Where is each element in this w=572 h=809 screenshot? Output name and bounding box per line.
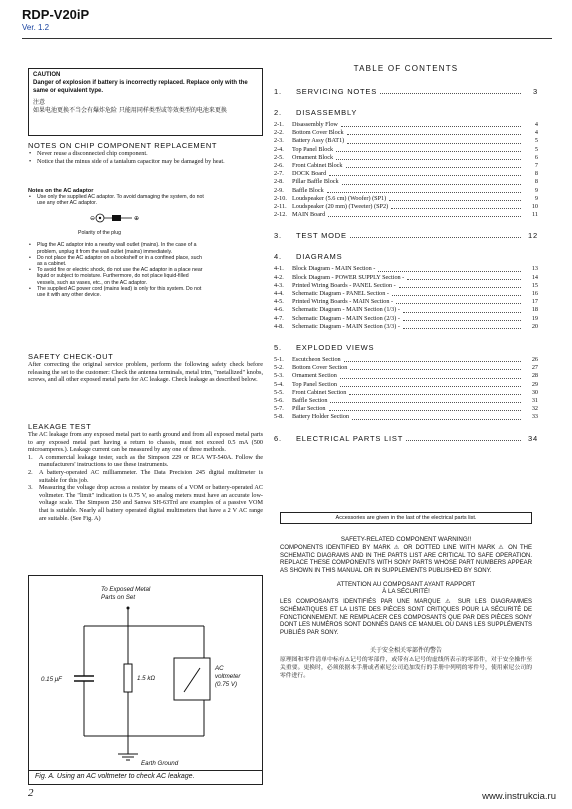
toc-entry xyxy=(274,397,538,405)
toc-entry-page: 26 xyxy=(531,356,538,364)
list-item: • To avoid fire or electric shock, do not use the AC adaptor in a place near liquid or subject to moisture. Furthermore, do not place liquid-filled vessels, such as vases, etc., on the AC adaptor. xyxy=(28,267,208,286)
toc-entry-title: Bottom Cover Section xyxy=(292,364,348,372)
list-item: • Do not place the AC adaptor on a bookshelf or in a confined place, such as a cabinet. xyxy=(28,255,208,267)
safety-text-fr: LES COMPOSANTS IDENTIFIÉS PAR UNE MARQUE ⚠ SUR LES DIAGRAMMES SCHÉMATIQUES ET LA LISTE DES PIÈCES SONT CRITIQUES POUR LA SÉCURITÉ DE FONCTIONNEMENT. NE REMPLACER CES COMPOSANTS QUE PAR DES PIÈCES SONY DONT LES NUMÉROS SONT DONNÉS DANS CE MANUEL OU DANS LES SUPPLÉMENTS PUBLIÉS PAR SONY. xyxy=(280,599,532,636)
toc-entry-number: 5-2. xyxy=(274,364,284,372)
list-item: • The supplied AC power cord (mains lead) is only for this system. Do not use it with any other device. xyxy=(28,286,208,298)
watermark: www.instrukcia.ru xyxy=(482,791,556,802)
toc-section-title: SERVICING NOTES xyxy=(296,87,378,96)
toc-entry-number: 5-8. xyxy=(274,413,284,421)
toc-entry-page: 4 xyxy=(534,129,538,137)
toc-title: TABLE OF CONTENTS xyxy=(353,64,459,73)
toc-entry xyxy=(274,170,538,178)
toc-entry xyxy=(274,405,538,413)
fig-meter-label-2: voltmeter xyxy=(215,673,241,680)
list-item: • Notice that the minus side of a tantalum capacitor may be damaged by heat. xyxy=(28,158,263,166)
toc-entry-page: 29 xyxy=(531,380,538,388)
toc-entry xyxy=(274,203,538,211)
toc-entry-number: 5-7. xyxy=(274,405,284,413)
toc-entry-number: 2-12. xyxy=(274,211,287,219)
page-number: 2 xyxy=(28,787,34,799)
toc-entry-title: Baffle Block xyxy=(292,186,324,194)
toc-entry xyxy=(274,187,538,195)
safety-checkout-title: SAFETY CHECK-OUT xyxy=(28,352,114,361)
svg-text:⊕: ⊕ xyxy=(134,215,140,223)
toc-entry-title: Schematic Diagram - MAIN Section (3/3) - xyxy=(292,322,400,330)
figure-a-leakage-circuit xyxy=(28,575,263,785)
leakage-test-title: LEAKAGE TEST xyxy=(28,422,92,431)
toc-entry-title: Disassembly Flow xyxy=(292,121,338,128)
toc-section xyxy=(274,343,538,352)
toc-entry-number: 2-9. xyxy=(274,186,284,194)
toc-entry-page: 28 xyxy=(531,372,538,380)
toc-section-title: EXPLODED VIEWS xyxy=(296,343,375,353)
safety-checkout-section xyxy=(28,352,263,384)
toc-entry-title: Top Panel Section xyxy=(292,380,337,388)
safety-text-zh: 原理图和零件清单中标有⚠记号的零部件，或带有⚠记号的虚线所表示的零部件，对于安全操作至关重要。更换时，必须依据本手册或者索尼公司追加发行的手册中列明的零件号，使用索尼公司的零件进行。 xyxy=(280,657,532,680)
toc-section xyxy=(274,87,538,96)
adaptor-notes-title: Notes on the AC adaptor xyxy=(28,188,94,194)
fig-meter-label-1: AC xyxy=(215,665,224,672)
toc-entry-title: Battery Holder Section xyxy=(292,413,350,421)
toc-entry-page: 5 xyxy=(534,137,538,145)
toc-section-number: 5. xyxy=(274,343,282,353)
toc-entry-title: Loudspeaker (20 mm) (Tweeter) (SP2) xyxy=(292,203,389,211)
toc-entry-title: DOCK Board xyxy=(292,170,327,178)
caution-title: CAUTION xyxy=(33,72,61,78)
safety-title-zh: 关于安全相关零部件的警告 xyxy=(369,647,442,655)
item-number: 1. xyxy=(28,453,33,461)
toc-section-number: 2. xyxy=(274,108,282,117)
leakage-test-text: The AC leakage from any exposed metal part to earth ground and from all exposed metal parts to any exposed metal part having a return to chassis, must not exceed 0.5 mA (500 microamperes.). Leakage current can be measured by any one of three methods. xyxy=(28,431,263,454)
toc-entry-number: 5-6. xyxy=(274,397,284,405)
toc-entry-number: 2-10. xyxy=(274,194,287,202)
toc-entry xyxy=(274,315,538,323)
toc-entry-number: 4-5. xyxy=(274,298,284,306)
plug-caption: Polarity of the plug xyxy=(78,230,121,237)
toc-section-page: 12 xyxy=(528,231,538,241)
toc-entry xyxy=(274,282,538,290)
toc-entry-number: 5-5. xyxy=(274,388,284,396)
table-of-contents xyxy=(274,64,538,443)
toc-entry-title: Escutcheon Section xyxy=(292,356,341,364)
toc-entry-page: 13 xyxy=(531,265,538,273)
toc-entry-title: Battery Assy (BAT1) xyxy=(292,137,345,145)
safety-title-fr-1: ATTENTION AU COMPOSANT AYANT RAPPORT xyxy=(336,581,476,589)
caution-text-en: Danger of explosion if battery is incorrectly replaced. Replace only with the same or equivalent type. xyxy=(33,80,248,94)
toc-entry xyxy=(274,137,538,145)
fig-ground-label: Earth Ground xyxy=(141,760,179,767)
toc-entry-number: 2-6. xyxy=(274,162,284,170)
toc-entry-title: Block Diagram - MAIN Section - xyxy=(292,265,376,273)
toc-entry xyxy=(274,211,538,219)
toc-entry-page: 8 xyxy=(534,178,538,186)
toc-section xyxy=(274,231,538,240)
chip-notes-section xyxy=(28,141,263,165)
toc-entry-page: 16 xyxy=(531,290,538,298)
toc-entry-page: 18 xyxy=(531,306,538,314)
version-label: Ver. 1.2 xyxy=(22,23,50,32)
toc-entry-title: Schematic Diagram - PANEL Section - xyxy=(292,290,389,298)
toc-entry-number: 4-1. xyxy=(274,265,284,273)
adaptor-notes-section xyxy=(28,188,208,298)
toc-entry-page: 19 xyxy=(531,314,538,322)
fig-top-label-1: To Exposed Metal xyxy=(101,586,151,593)
toc-entry-title: Front Cabinet Section xyxy=(292,388,347,396)
toc-entry xyxy=(274,364,538,372)
model-name: RDP-V20iP xyxy=(22,7,90,22)
toc-section-number: 3. xyxy=(274,231,282,241)
toc-entry xyxy=(274,121,538,129)
toc-section xyxy=(274,434,538,443)
item-text: Measuring the voltage drop across a resistor by means of a VOM or battery-operated AC voltmeter. The "limit" indication is 0.75 V, so analog meters must have an accurate low-voltage scale. The Simpson 250 and Sanwa SH-63Trd are examples of a passive VOM that is suitable. Nearly all battery operated digital multimeters that have a 2 V AC range are suitable. (See Fig. A) xyxy=(39,484,263,522)
toc-entry-page: 10 xyxy=(531,203,538,211)
toc-entry xyxy=(274,195,538,203)
toc-entry-number: 5-3. xyxy=(274,372,284,380)
toc-section-title: DISASSEMBLY xyxy=(296,108,358,117)
toc-entry-number: 4-8. xyxy=(274,322,284,330)
toc-entry-page: 14 xyxy=(531,273,538,281)
toc-entry xyxy=(274,389,538,397)
toc-section xyxy=(274,108,538,117)
toc-entry xyxy=(274,381,538,389)
toc-section xyxy=(274,252,538,261)
toc-entry-page: 4 xyxy=(534,121,538,128)
toc-entry-page: 27 xyxy=(531,364,538,372)
toc-entry-title: Baffle Section xyxy=(292,397,328,405)
chip-notes-title: NOTES ON CHIP COMPONENT REPLACEMENT xyxy=(28,141,218,150)
toc-entry-page: 9 xyxy=(534,194,538,202)
toc-entry-title: Schematic Diagram - MAIN Section (1/3) - xyxy=(292,306,400,314)
toc-entry-number: 2-8. xyxy=(274,178,284,186)
safety-warning-section xyxy=(280,534,532,680)
toc-entry xyxy=(274,298,538,306)
toc-entry-title: Ornament Block xyxy=(292,153,334,161)
toc-entry xyxy=(274,178,538,186)
toc-entry-number: 2-1. xyxy=(274,121,284,128)
toc-entry-number: 4-2. xyxy=(274,273,284,281)
figure-caption: Fig. A. Using an AC voltmeter to check AC leakage. xyxy=(35,773,195,780)
toc-entry xyxy=(274,162,538,170)
toc-body xyxy=(274,87,538,443)
toc-entry xyxy=(274,274,538,282)
svg-text:⊖: ⊖ xyxy=(90,215,96,223)
toc-entry-number: 4-4. xyxy=(274,290,284,298)
toc-entry xyxy=(274,154,538,162)
toc-entry-page: 11 xyxy=(532,211,538,219)
toc-entry-page: 6 xyxy=(534,153,538,161)
toc-entry-page: 30 xyxy=(531,388,538,396)
toc-entry-page: 31 xyxy=(531,397,538,405)
fig-meter-label-3: (0.75 V) xyxy=(215,681,238,688)
toc-entry-number: 4-3. xyxy=(274,281,284,289)
chip-notes-list xyxy=(28,150,263,165)
toc-entry-page: 20 xyxy=(531,322,538,330)
toc-entry xyxy=(274,306,538,314)
toc-section-title: DIAGRAMS xyxy=(296,252,343,262)
toc-entry-number: 2-2. xyxy=(274,129,284,137)
toc-entry-title: Ornament Section xyxy=(292,372,337,380)
toc-entry-page: 15 xyxy=(531,281,538,289)
fig-capacitor-label: 0.15 μF xyxy=(41,676,62,683)
item-number: 2. xyxy=(28,468,33,476)
toc-entry-number: 2-4. xyxy=(274,145,284,153)
list-item xyxy=(28,454,263,469)
toc-entry-number: 4-7. xyxy=(274,314,284,322)
accessories-note: Accessories are given in the last of the electrical parts list. xyxy=(280,512,532,524)
header-rule xyxy=(22,38,552,39)
toc-entry xyxy=(274,129,538,137)
toc-entry-title: Printed Wiring Boards - PANEL Section - xyxy=(292,281,396,289)
toc-section-number: 1. xyxy=(274,87,282,96)
toc-section-title: TEST MODE xyxy=(296,231,347,241)
toc-entry-title: Block Diagram - POWER SUPPLY Section - xyxy=(292,273,405,281)
list-item: • Use only the supplied AC adaptor. To avoid damaging the system, do not use any other AC adaptor. xyxy=(28,194,208,206)
item-number: 3. xyxy=(28,484,33,492)
toc-entry-page: 33 xyxy=(531,413,538,421)
toc-section-number: 6. xyxy=(274,433,282,443)
safety-checkout-text: After correcting the original service problem, perform the following safety check before releasing the set to the customer: Check the antenna terminals, metal trim, "metallized" knobs, screws, and all other exposed metal parts for AC leakage. Check leakage as described below. xyxy=(28,361,263,384)
leakage-test-section xyxy=(28,422,263,522)
toc-entry-number: 2-7. xyxy=(274,170,284,178)
list-item: • Never reuse a disconnected chip component. xyxy=(28,150,263,158)
toc-entry-title: Bottom Cover Block xyxy=(292,129,344,137)
toc-entry xyxy=(274,356,538,364)
toc-entry-page: 9 xyxy=(534,186,538,194)
toc-entry-title: MAIN Board xyxy=(292,211,326,219)
caution-text-zh: 如果电池更换不当会有爆炸危险 只能用同样类型或等效类型的电池来更换 xyxy=(33,107,227,114)
toc-entry xyxy=(274,146,538,154)
fig-top-label-2: Parts on Set xyxy=(101,594,136,601)
toc-entry-number: 5-1. xyxy=(274,356,284,364)
toc-entry-title: Front Cabinet Block xyxy=(292,162,343,170)
item-text: A commercial leakage tester, such as the Simpson 229 or RCA WT-540A. Follow the manufacturers' instructions to use these instruments. xyxy=(39,453,263,469)
toc-entry xyxy=(274,290,538,298)
toc-section-page: 3 xyxy=(533,87,538,96)
toc-entry-page: 7 xyxy=(534,162,538,170)
item-text: A battery-operated AC milliammeter. The Data Precision 245 digital multimeter is suitable for this job. xyxy=(39,468,263,484)
toc-entry-number: 2-3. xyxy=(274,137,284,145)
toc-entry xyxy=(274,265,538,273)
toc-entry-number: 4-6. xyxy=(274,306,284,314)
toc-entry-title: Pillar Section xyxy=(292,405,326,413)
toc-section-page: 34 xyxy=(528,433,538,443)
toc-entry-page: 32 xyxy=(531,405,538,413)
toc-entry-title: Pillar Baffle Block xyxy=(292,178,339,186)
list-item xyxy=(28,469,263,484)
toc-entry xyxy=(274,372,538,380)
toc-entry-page: 8 xyxy=(534,170,538,178)
fig-resistor-label: 1.5 kΩ xyxy=(137,675,156,682)
plug-polarity-figure xyxy=(28,206,208,240)
toc-section-number: 4. xyxy=(274,252,282,262)
toc-entry-title: Loudspeaker (5.6 cm) (Woofer) (SP1) xyxy=(292,194,387,202)
toc-entry-title: Top Panel Block xyxy=(292,145,334,153)
safety-title-fr-2: À LA SÉCURITÉ! xyxy=(382,588,430,596)
toc-entry-page: 17 xyxy=(531,298,538,306)
safety-text-en: COMPONENTS IDENTIFIED BY MARK ⚠ OR DOTTED LINE WITH MARK ⚠ ON THE SCHEMATIC DIAGRAMS AND IN THE PARTS LIST ARE CRITICAL TO SAFE OPERATION. REPLACE THESE COMPONENTS WITH SONY PARTS WHOSE PART NUMBERS APPEAR AS SHOWN IN THIS MANUAL OR IN SUPPLEMENTS PUBLISHED BY SONY. xyxy=(280,545,532,574)
toc-entry-title: Schematic Diagram - MAIN Section (2/3) - xyxy=(292,314,400,322)
toc-entry-number: 5-4. xyxy=(274,380,284,388)
toc-entry xyxy=(274,323,538,331)
list-item: • Plug the AC adaptor into a nearby wall outlet (mains). In the case of a problem, unplug it from the wall outlet (mains) immediately. xyxy=(28,242,208,254)
caution-title-zh: 注意 xyxy=(33,100,46,106)
toc-section-title: ELECTRICAL PARTS LIST xyxy=(296,433,404,443)
caution-box xyxy=(28,68,263,136)
list-item xyxy=(28,484,263,522)
toc-entry-number: 2-5. xyxy=(274,153,284,161)
toc-entry-title: Printed Wiring Boards - MAIN Section - xyxy=(292,298,394,306)
toc-entry xyxy=(274,413,538,421)
toc-entry-number: 2-11. xyxy=(274,203,287,211)
toc-entry-page: 5 xyxy=(534,145,538,153)
safety-title-en: SAFETY-RELATED COMPONENT WARNING!! xyxy=(340,536,472,543)
